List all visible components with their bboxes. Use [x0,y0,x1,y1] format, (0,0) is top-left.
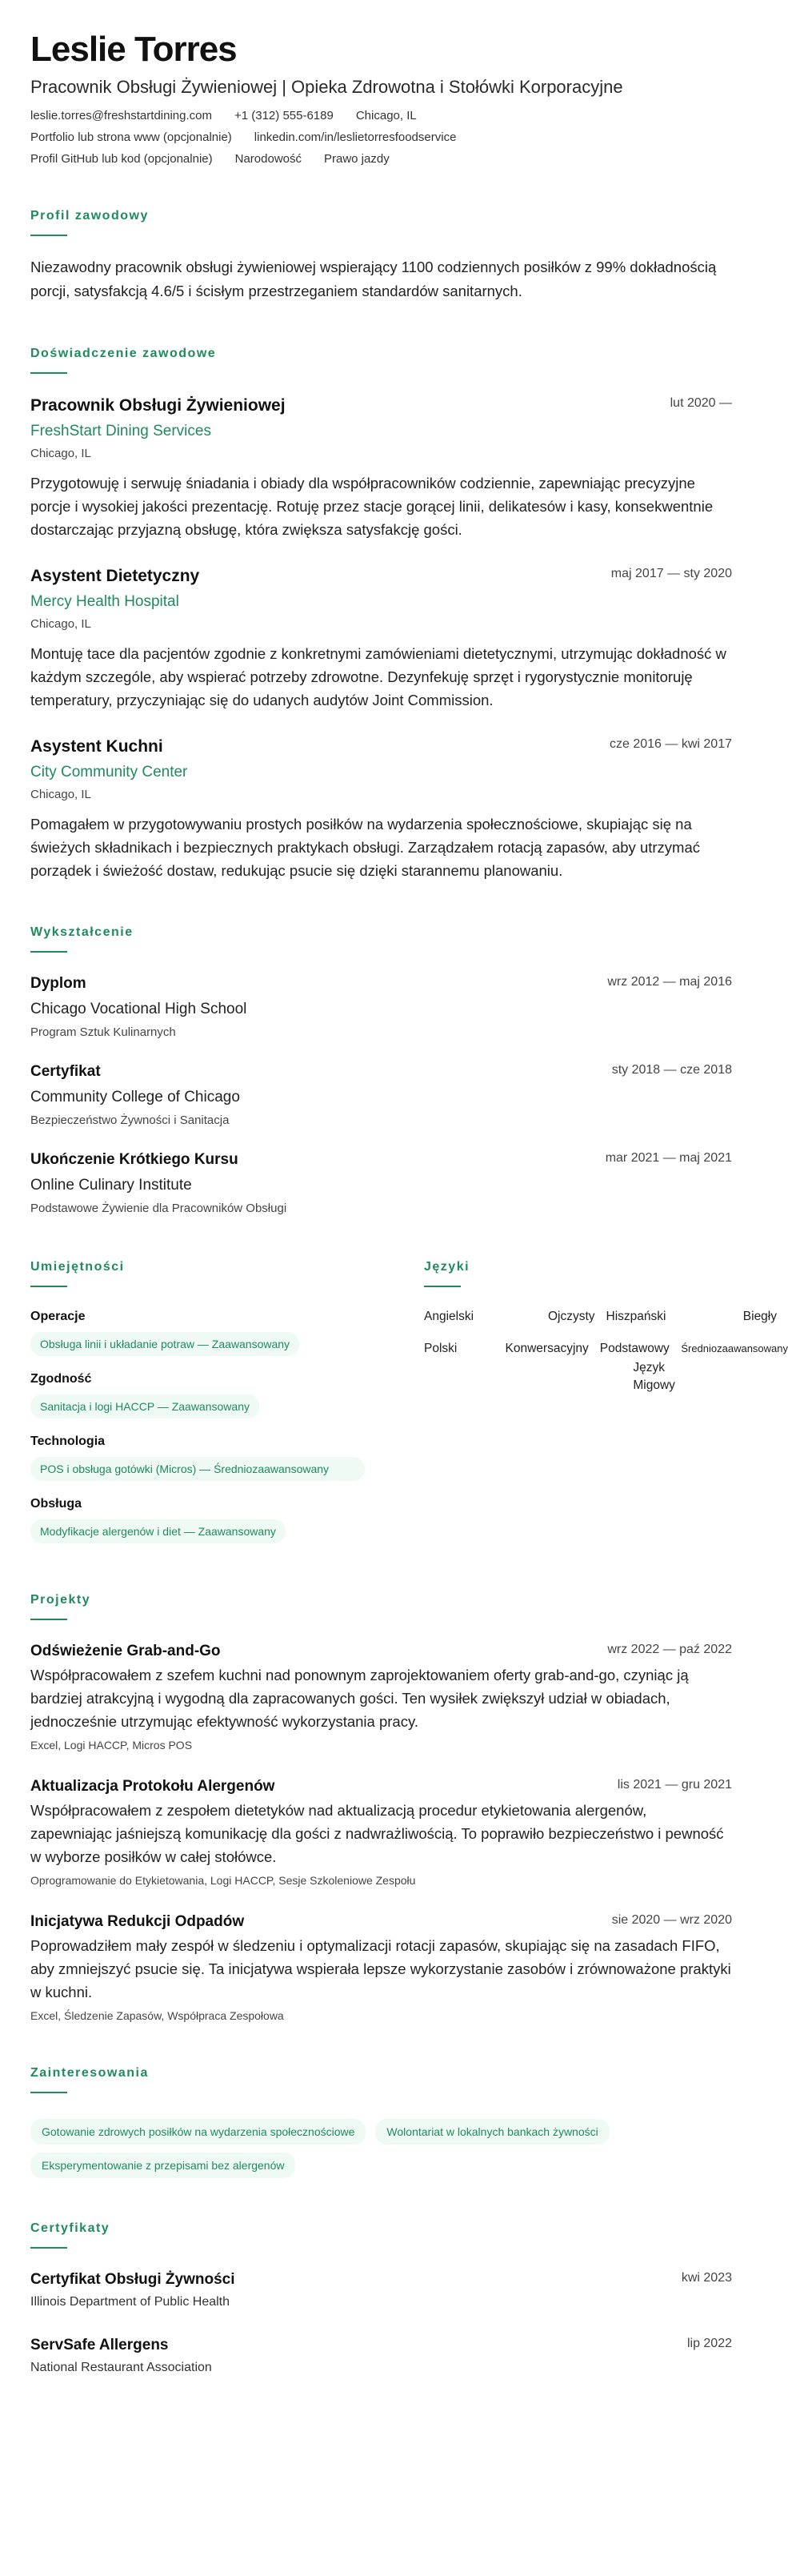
certificate-entry [30,2269,732,2311]
experience-entry [30,395,732,541]
resume-header [30,29,732,166]
profile-summary: Niezawodny pracownik obsługi żywieniowej wspierający 1100 codziennych posiłków z 99% dokładnością porcji, satysfakcją 4.6/5 i ścisłym przestrzeganiem standardów sanitarnych. [30,259,717,299]
certificate-name: ServSafe Allergens [30,2337,169,2353]
language-level: Ojczysty [547,1310,595,1323]
experience-entry [30,565,732,712]
education-detail: Bezpieczeństwo Żywności i Sanitacja [30,1113,230,1127]
job-location: Chicago, IL [30,447,91,460]
education-degree: Certyfikat [30,1063,101,1080]
experience-section [30,347,732,882]
project-name: Odświeżenie Grab-and-Go [30,1643,221,1659]
section-title-experience: Doświadczenie zawodowe [30,347,217,360]
contact-location: Chicago, IL [355,109,417,122]
language-row [424,1308,788,1326]
education-entry [30,973,732,1041]
contact-portfolio[interactable]: Portfolio lub strona www (opcjonalnie) [30,130,232,144]
experience-entry [30,736,732,882]
language-name: Język Migowy [633,1361,675,1392]
education-detail: Podstawowe Żywienie dla Pracowników Obsługi [30,1202,287,1215]
job-description: Montuję tace dla pacjentów zgodnie z konkretnymi zamówieniami dietetycznymi, utrzymując dokładność w każdym szczególe, aby wspierać potrzeby zdrowotne. Dezynfekuję sprzęt i rygorystycznie monitoruję temperatury, przyczyniając się do udanych audytów Joint Commission. [30,645,726,708]
project-tech: Excel, Śledzenie Zapasów, Współpraca Zespołowa [30,2009,284,2022]
skill-group-label: Operacje [30,1310,86,1323]
interest-pill: Eksperymentowanie z przepisami bez alergenów [30,2153,295,2178]
project-tech: Excel, Logi HACCP, Micros POS [30,1739,193,1751]
skill-pill: Obsługa linii i układanie potraw — Zaawansowany [30,1332,299,1356]
skill-pill: POS i obsługa gotówki (Micros) — Średniozaawansowany [30,1457,365,1481]
job-position: Asystent Kuchni [30,737,163,756]
job-description: Przygotowuję i serwuję śniadania i obiady dla współpracowników codziennie, zapewniając precyzyjne porcje i wysokiej jakości prezentację. Rotuję przez stacje gorącej linii, delikatesów i kasy, konsekwentnie dostarczając przyjazną obsługę, która zwiększa satysfakcję gości. [30,475,714,538]
language-row [424,1340,788,1358]
section-divider [424,1286,461,1287]
skill-group [30,1433,365,1481]
contact-row-1 [30,109,732,122]
project-entry [30,1776,732,1888]
interests-section [30,2066,732,2178]
language-level: Podstawowy [599,1342,670,1355]
skill-group-label: Obsługa [30,1497,82,1511]
certificate-date: lip 2022 [686,2337,732,2350]
section-title-languages: Języki [424,1260,470,1274]
education-degree: Dyplom [30,975,86,992]
section-title-skills: Umiejętności [30,1260,125,1274]
section-title-certificates: Certyfikaty [30,2221,110,2235]
job-company: City Community Center [30,764,188,780]
project-dates: sie 2020 — wrz 2020 [611,1913,732,1927]
section-divider [30,2092,67,2093]
project-name: Inicjatywa Redukcji Odpadów [30,1913,245,1930]
contact-email[interactable]: leslie.torres@freshstartdining.com [30,109,212,122]
skill-group-label: Zgodność [30,1372,92,1386]
language-name: Polski [424,1342,458,1355]
certificates-section [30,2221,732,2377]
contact-phone[interactable]: +1 (312) 555-6189 [234,109,334,122]
skills-languages-row [30,1260,788,1558]
job-company: Mercy Health Hospital [30,593,179,610]
section-divider [30,372,67,374]
project-tech: Oprogramowanie do Etykietowania, Logi HACCP, Sesje Szkoleniowe Zespołu [30,1874,416,1887]
section-divider [30,1286,67,1287]
certificate-name: Certyfikat Obsługi Żywności [30,2271,235,2288]
job-description: Pomagałem w przygotowywaniu prostych posiłków na wydarzenia społecznościowe, skupiając się na świeżych składnikach i bezpiecznych praktykach obsługi. Zarządzałem rotacją zapasów, aby utrzymać porządek i świeżość dostaw, redukując psucie się dzięki starannemu planowaniu. [30,816,700,879]
projects-section [30,1593,732,2023]
skills-section [30,1260,365,1558]
section-divider [30,1619,67,1620]
language-level [523,1359,634,1394]
profile-section [30,209,732,303]
candidate-name: Leslie Torres [30,30,237,69]
skill-pill: Modyfikacje alergenów i diet — Zaawansowany [30,1519,286,1543]
education-degree: Ukończenie Krótkiego Kursu [30,1151,238,1168]
education-entry [30,1061,732,1129]
project-description: Poprowadziłem mały zespół w śledzeniu i optymalizacji rotacji zapasów, skupiając się na zasadach FIFO, aby zmniejszyć psucie się. Ta inicjatywa wspierała lepsze wykorzystanie zasobów i zrównoważone praktyki w kuchni. [30,1937,731,2000]
job-dates: maj 2017 — sty 2020 [610,567,732,580]
project-description: Współpracowałem z szefem kuchni nad ponownym zaprojektowaniem oferty grab-and-go, czyniąc ją bardziej atrakcyjną i wygodną dla zapracowanych gości. Ten wysiłek zwiększył udział w obiadach, jednocześnie utrzymując efektywność wykorzystania pracy. [30,1667,689,1730]
interest-pill: Gotowanie zdrowych posiłków na wydarzenia społecznościowe [30,2119,366,2145]
skill-group-label: Technologia [30,1434,106,1448]
language-level [689,1359,788,1394]
section-divider [30,951,67,953]
education-detail: Program Sztuk Kulinarnych [30,1025,176,1039]
interests-list [30,2111,732,2178]
language-level: Średniozaawansowany [681,1342,788,1354]
section-divider [30,2247,67,2249]
interest-pill: Wolontariat w lokalnych bankach żywności [375,2119,609,2145]
contact-license: Prawo jazdy [324,152,390,166]
job-position: Asystent Dietetyczny [30,567,200,585]
language-level: Konwersacyjny [505,1342,589,1355]
contact-nationality: Narodowość [234,152,302,166]
contact-linkedin[interactable]: linkedin.com/in/leslietorresfoodservice [254,130,457,144]
language-name: Angielski [424,1310,474,1323]
certificate-date: kwi 2023 [681,2271,732,2285]
skill-group [30,1370,365,1418]
languages-table [424,1308,788,1394]
education-entry [30,1150,732,1217]
education-dates: mar 2021 — maj 2021 [605,1151,732,1165]
project-name: Aktualizacja Protokołu Alergenów [30,1778,275,1795]
language-name [424,1359,523,1394]
certificate-issuer: National Restaurant Association [30,2361,212,2374]
education-school: Chicago Vocational High School [30,1001,247,1017]
job-company: FreshStart Dining Services [30,423,211,439]
section-title-profile: Profil zawodowy [30,209,149,223]
job-position: Pracownik Obsługi Żywieniowej [30,396,286,415]
job-dates: lut 2020 — [670,396,732,410]
contact-row-3 [30,152,732,166]
language-row [424,1359,788,1394]
languages-section [424,1260,788,1558]
education-school: Online Culinary Institute [30,1177,192,1194]
section-title-education: Wykształcenie [30,925,134,939]
job-location: Chicago, IL [30,788,91,801]
education-dates: sty 2018 — cze 2018 [611,1063,732,1077]
section-title-interests: Zainteresowania [30,2066,149,2080]
contact-row-2 [30,130,732,144]
project-dates: wrz 2022 — paź 2022 [607,1643,732,1656]
skill-group [30,1495,365,1543]
contact-github[interactable]: Profil GitHub lub kod (opcjonalnie) [30,152,213,166]
project-description: Współpracowałem z zespołem dietetyków nad aktualizacją procedur etykietowania alergenów, zapewniając jaśniejszą komunikację dla gości z nadwrażliwością. To poprawiło bezpieczeństwo i pewność w wyborze posiłków w całej stołówce. [30,1802,724,1865]
section-divider [30,235,67,236]
job-location: Chicago, IL [30,617,91,631]
project-entry [30,1912,732,2023]
certificate-issuer: Illinois Department of Public Health [30,2295,230,2309]
education-dates: wrz 2012 — maj 2016 [607,975,732,989]
certificate-entry [30,2335,732,2377]
skill-group [30,1308,365,1356]
language-name: Hiszpański [606,1310,666,1323]
candidate-headline: Pracownik Obsługi Żywieniowej | Opieka Zdrowotna i Stołówki Korporacyjne [30,77,623,97]
education-school: Community College of Chicago [30,1089,240,1105]
job-dates: cze 2016 — kwi 2017 [610,737,732,751]
project-dates: lis 2021 — gru 2021 [617,1778,732,1792]
skill-pill: Sanitacja i logi HACCP — Zaawansowany [30,1394,259,1418]
education-section [30,925,732,1217]
project-entry [30,1641,732,1752]
section-title-projects: Projekty [30,1593,91,1607]
language-level: Biegły [742,1310,777,1323]
